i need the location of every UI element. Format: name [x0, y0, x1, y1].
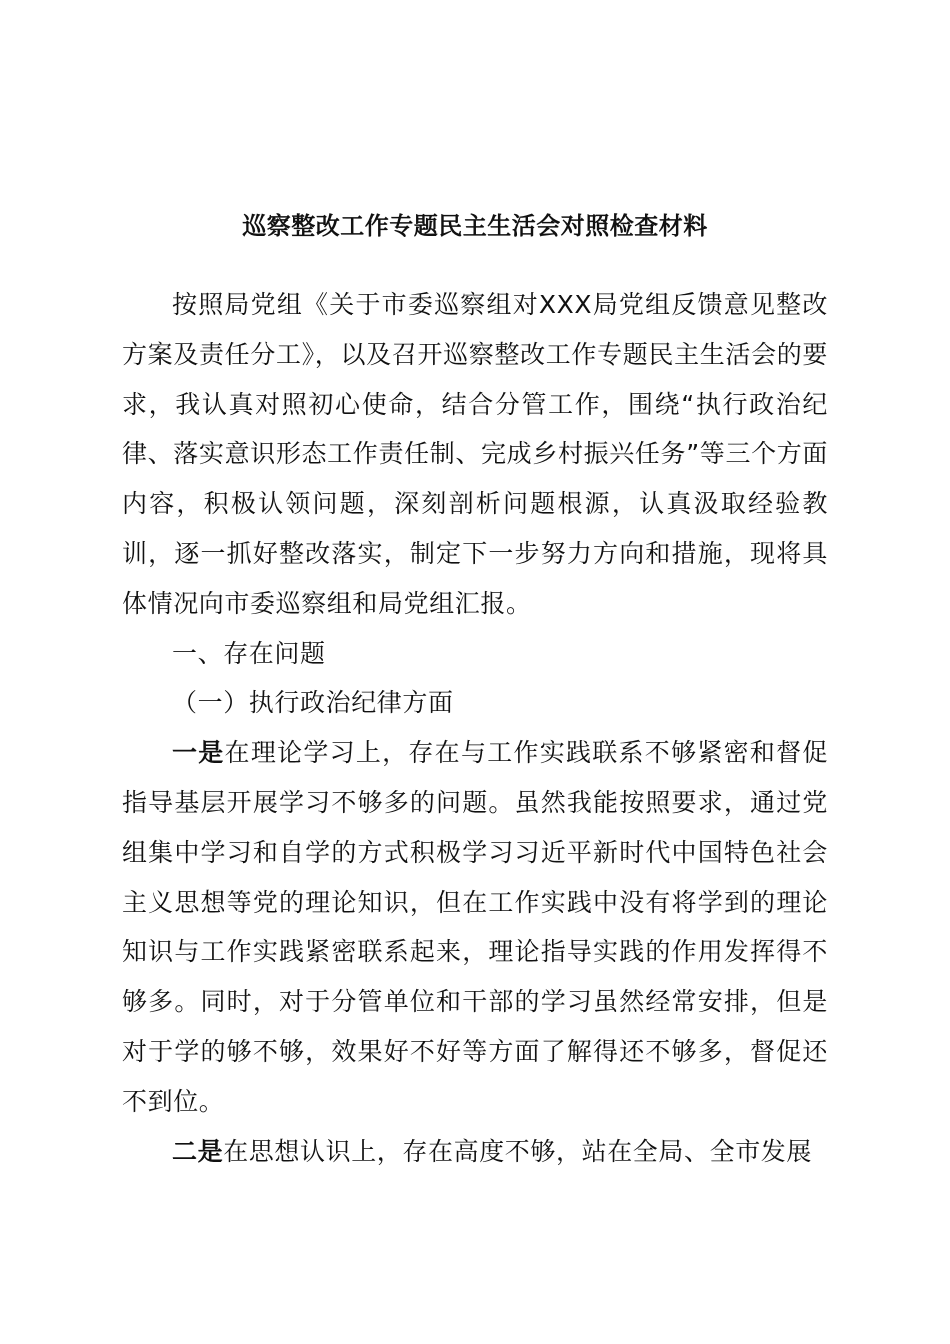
intro-paragraph: 按照局党组《关于市委巡察组对XXX局党组反馈意见整改方案及责任分工》，以及召开巡察整改工作专题民主生活会的要求，我认真对照初心使命，结合分管工作，围绕“执行政治纪律、落实意识形态工作责任制、完成乡村振兴任务”等三个方面内容，积极认领问题，深刻剖析问题根源，认真汲取经验教训，逐一抓好整改落实，制定下一步努力方向和措施，现将具体情况向市委巡察组和局党组汇报。	[122, 290, 828, 618]
item-2-lead: 二是	[172, 1136, 224, 1166]
item-2-text: 在思想认识上，存在高度不够，站在全局、全市发展	[223, 1136, 813, 1166]
document-body	[122, 280, 828, 1176]
subsection-heading-political-discipline: （一）执行政治纪律方面	[172, 688, 454, 718]
document-title: 巡察整改工作专题民主生活会对照检查材料	[242, 212, 708, 240]
item-1-lead: 一是	[172, 738, 225, 768]
item-paragraph-1	[122, 728, 828, 1126]
section-heading-problems: 一、存在问题	[172, 638, 326, 668]
item-paragraph-2	[122, 1127, 828, 1177]
item-1-text: 在理论学习上，存在与工作实践联系不够紧密和督促指导基层开展学习不够多的问题。虽然我能按照要求，通过党组集中学习和自学的方式积极学习习近平新时代中国特色社会主义思想等党的理论知识，但在工作实践中没有将学到的理论知识与工作实践紧密联系起来，理论指导实践的作用发挥得不够多。同时，对于分管单位和干部的学习虽然经常安排，但是对于学的够不够，效果好不好等方面了解得还不够多，督促还不到位。	[122, 738, 829, 1116]
